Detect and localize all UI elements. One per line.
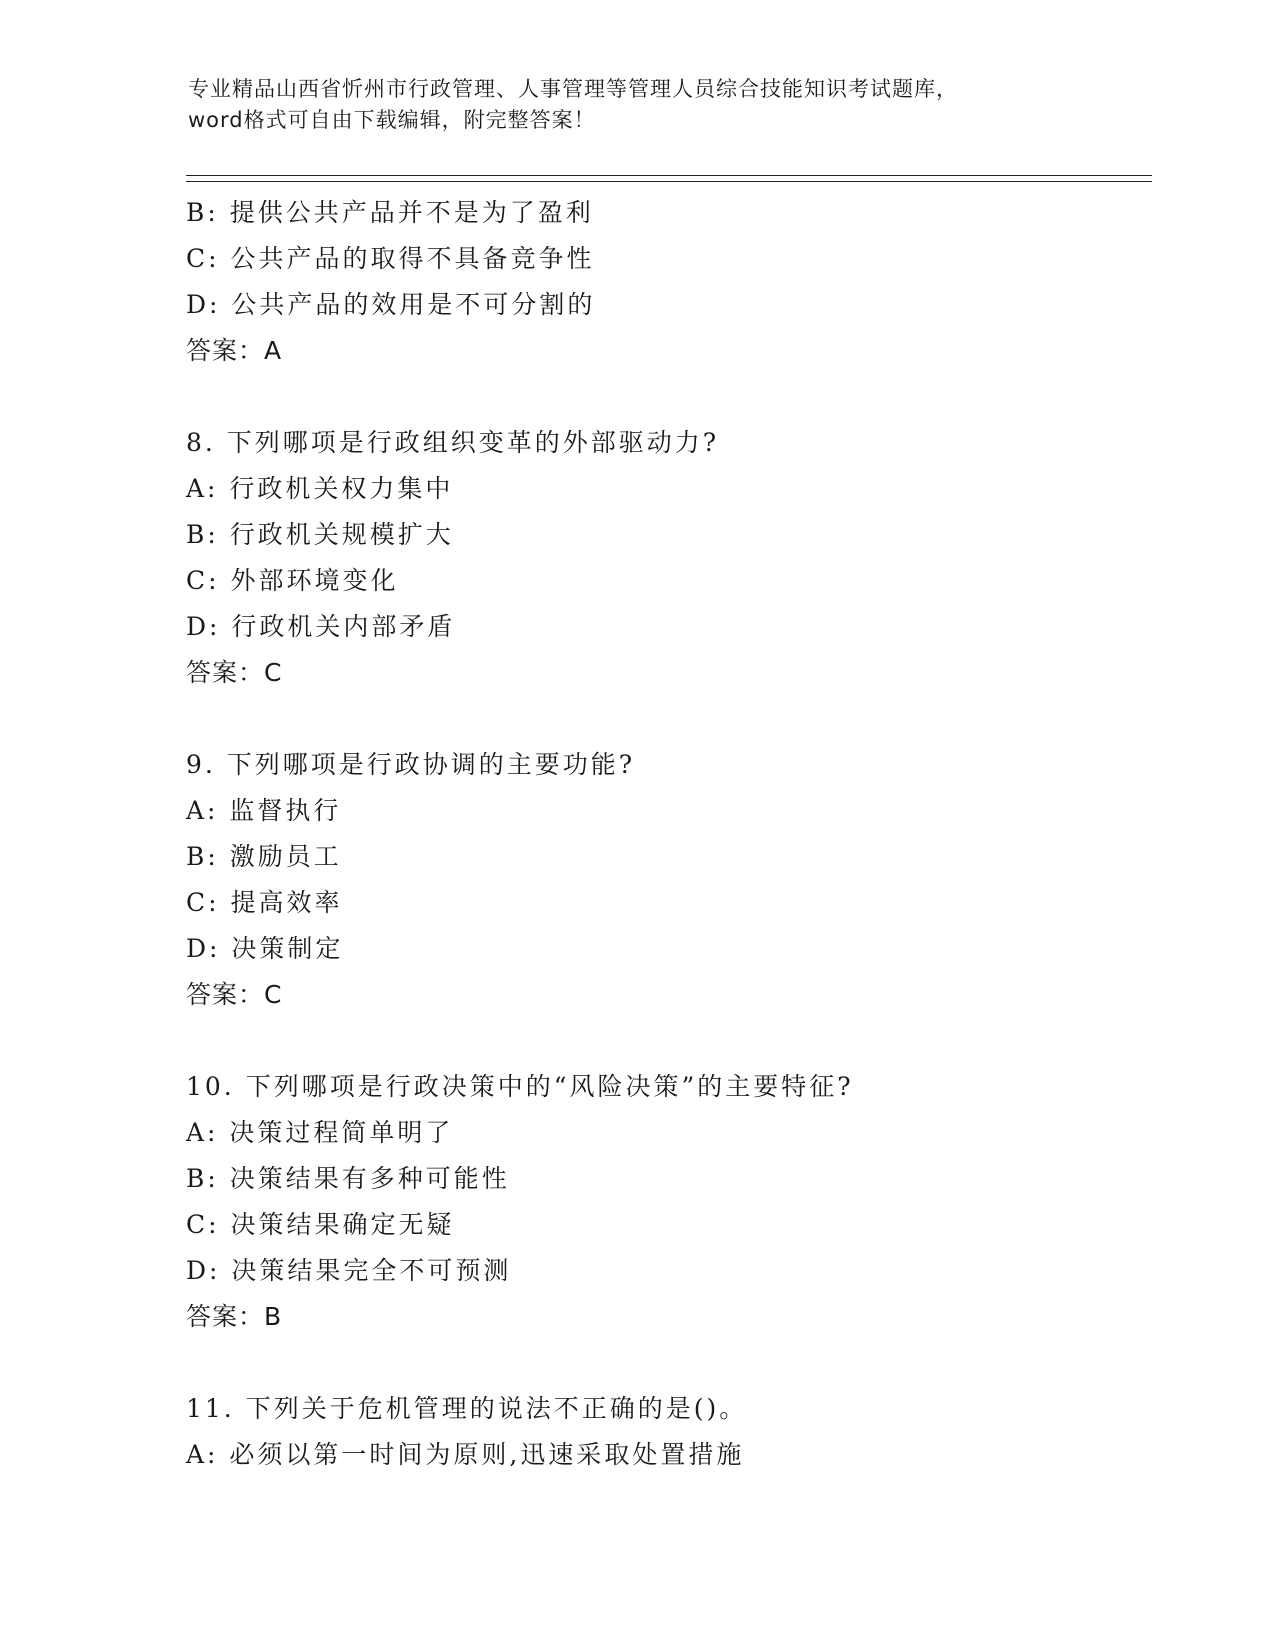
header-line-1: 专业精品山西省忻州市行政管理、人事管理等管理人员综合技能知识考试题库， xyxy=(188,77,958,101)
question-stem: 11. 下列关于危机管理的说法不正确的是()。 xyxy=(186,1394,748,1423)
question-10 xyxy=(186,1064,1146,1340)
option-c: C: 提高效率 xyxy=(186,888,343,917)
option-a: A: 决策过程简单明了 xyxy=(186,1118,454,1147)
answer-line: 答案：B xyxy=(186,1302,283,1331)
question-9 xyxy=(186,742,1146,1018)
question-stem: 9. 下列哪项是行政协调的主要功能? xyxy=(186,750,636,779)
answer-line: 答案：C xyxy=(186,658,283,687)
option-a: A: 必须以第一时间为原则,迅速采取处置措施 xyxy=(186,1440,745,1469)
option-b: B: 决策结果有多种可能性 xyxy=(186,1164,510,1193)
option-b: B: 行政机关规模扩大 xyxy=(186,520,454,549)
spacer xyxy=(186,374,1146,420)
answer-line: 答案：A xyxy=(186,336,283,365)
spacer xyxy=(186,1018,1146,1064)
question-8 xyxy=(186,420,1146,696)
option-d: D: 决策结果完全不可预测 xyxy=(186,1256,512,1285)
header-divider-bottom xyxy=(186,181,1152,182)
question-11 xyxy=(186,1386,1146,1478)
option-d: D: 决策制定 xyxy=(186,934,344,963)
question-list xyxy=(186,190,1146,1478)
answer-line: 答案：C xyxy=(186,980,283,1009)
option-c: C: 公共产品的取得不具备竞争性 xyxy=(186,244,595,273)
spacer xyxy=(186,696,1146,742)
question-stem: 10. 下列哪项是行政决策中的“风险决策”的主要特征? xyxy=(186,1072,854,1101)
spacer xyxy=(186,1340,1146,1386)
header-line-2: word格式可自由下载编辑，附完整答案！ xyxy=(188,108,596,132)
option-b: B: 提供公共产品并不是为了盈利 xyxy=(186,198,594,227)
question-stem: 8. 下列哪项是行政组织变革的外部驱动力? xyxy=(186,428,720,457)
option-c: C: 决策结果确定无疑 xyxy=(186,1210,455,1239)
option-b: B: 激励员工 xyxy=(186,842,342,871)
option-d: D: 行政机关内部矛盾 xyxy=(186,612,456,641)
document-header xyxy=(188,74,1148,136)
header-divider-top xyxy=(186,175,1152,176)
option-d: D: 公共产品的效用是不可分割的 xyxy=(186,290,596,319)
option-a: A: 监督执行 xyxy=(186,796,342,825)
question-continued xyxy=(186,190,1146,374)
option-a: A: 行政机关权力集中 xyxy=(186,474,454,503)
option-c: C: 外部环境变化 xyxy=(186,566,399,595)
